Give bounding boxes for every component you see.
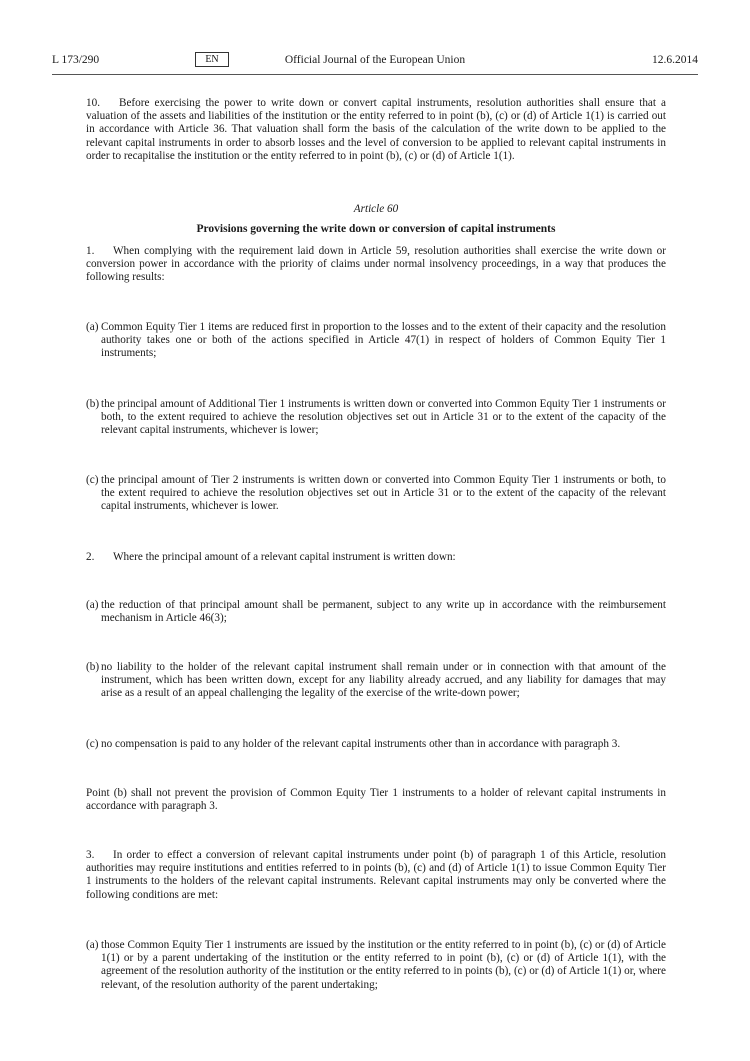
list-item [86, 738, 666, 751]
list-item [86, 939, 666, 992]
list-item [86, 599, 666, 625]
paragraph-text: When complying with the requirement laid down in Article 59, resolution authorities shall exercise the write down or conversion power in accordance with the priority of claims under normal insolvency proceedings, in a way that produces the following results: [86, 245, 666, 284]
item-text: no liability to the holder of the relevant capital instrument shall remain under or in connection with that amount of the instrument, which has been written down, except for any liability already accrued, and any liability for damages that may arise as a result of an appeal challenging the legality of the exercise of the write-down power; [101, 661, 666, 700]
language-badge: EN [195, 52, 229, 67]
paragraph-text: In order to effect a conversion of relevant capital instruments under point (b) of paragraph 1 of this Article, resolution authorities may require institutions and entities referred to in points (b), (c) and (d) of Article 1(1) to issue Common Equity Tier 1 instruments to the holders of the relevant capital instruments. Relevant capital instruments may only be converted where the following conditions are met: [86, 849, 666, 901]
paragraph-10 [86, 97, 666, 163]
journal-reference: L 173/290 [52, 54, 100, 66]
article-number: Article 60 [353, 203, 399, 215]
item-label: (c) [86, 738, 99, 750]
paragraph-1 [86, 245, 666, 285]
page-header [52, 52, 698, 75]
item-text: the principal amount of Tier 2 instruments is written down or converted into Common Equity Tier 1 instruments or both, to the extent required to achieve the resolution objectives set out in Article 31 or to the extent of the capacity of the relevant capital instruments, whichever is lower. [101, 474, 666, 513]
list-item [86, 321, 666, 361]
list-item [86, 474, 666, 514]
item-label: (b) [86, 398, 100, 410]
item-text: no compensation is paid to any holder of the relevant capital instruments other than in accordance with paragraph 3. [101, 738, 621, 750]
paragraph-text: Where the principal amount of a relevant capital instrument is written down: [113, 551, 456, 563]
paragraph-number: 10. [86, 97, 100, 109]
paragraph-3 [86, 849, 666, 902]
paragraph-number: 3. [86, 849, 95, 861]
paragraph-2 [86, 551, 666, 564]
article-title: Provisions governing the write down or conversion of capital instruments [196, 223, 556, 235]
paragraph-number: 1. [86, 245, 95, 257]
item-label: (a) [86, 599, 99, 611]
publication-date: 12.6.2014 [652, 54, 698, 66]
paragraph-2-closing: Point (b) shall not prevent the provision of Common Equity Tier 1 instruments to a holder of relevant capital instruments in accordance with paragraph 3. [86, 787, 666, 813]
item-text: the reduction of that principal amount shall be permanent, subject to any write up in accordance with the reimbursement mechanism in Article 46(3); [101, 599, 666, 625]
paragraph-text: Before exercising the power to write down or convert capital instruments, resolution authorities shall ensure that a valuation of the assets and liabilities of the institution or the entity referred to in point (b), (c) or (d) of Article 1(1) is carried out in accordance with Article 36. That valuation shall form the basis of the calculation of the write down to be applied to the relevant capital instruments in order to absorb losses and the level of conversion to be applied to relevant capital instruments in order to recapitalise the institution or the entity referred to in point (b), (c) or (d) of Article 1(1). [86, 97, 666, 162]
journal-title: Official Journal of the European Union [284, 54, 466, 66]
list-item [86, 398, 666, 438]
item-label: (b) [86, 661, 100, 673]
item-text: Common Equity Tier 1 items are reduced first in proportion to the losses and to the extent of their capacity and the resolution authority takes one or both of the actions specified in Article 47(1) in respect of holders of Common Equity Tier 1 instruments; [101, 321, 666, 360]
item-text: the principal amount of Additional Tier 1 instruments is written down or converted into Common Equity Tier 1 instruments or both, to the extent required to achieve the resolution objectives set out in Article 31 or to the extent of the capacity of the relevant capital instruments, whichever is lower; [101, 398, 666, 437]
list-item [86, 661, 666, 701]
item-label: (a) [86, 939, 99, 951]
item-label: (c) [86, 474, 99, 486]
paragraph-number: 2. [86, 551, 95, 563]
item-text: those Common Equity Tier 1 instruments are issued by the institution or the entity referred to in point (b), (c) or (d) of Article 1(1) or by a parent undertaking of the institution or the entity referred to in point (b), (c) or (d) of Article 1(1), with the agreement of the resolution authority of the institution or the entity referred to in points (b), (c) or (d) of Article 1(1) or, where relevant, of the resolution authority of the parent undertaking; [101, 939, 666, 991]
item-label: (a) [86, 321, 99, 333]
